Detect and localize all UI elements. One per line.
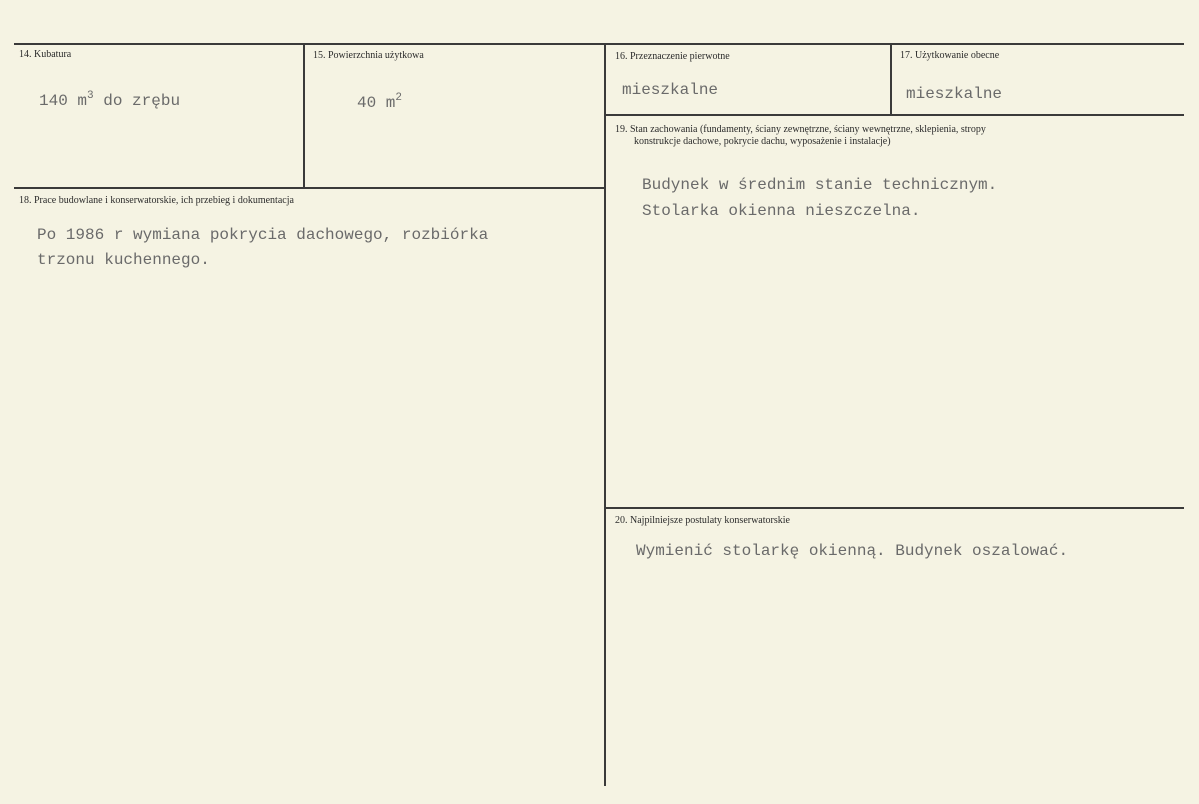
divider-14-15 — [303, 43, 305, 188]
divider-16-17 — [890, 43, 892, 115]
field-17-value: mieszkalne — [906, 85, 1003, 103]
field-14-value: 140 $m^3$ do zrębu — [39, 90, 181, 110]
field-17-label: 17. Użytkowanie obecne — [900, 50, 1000, 61]
field-15-value: 40 $m^2$ — [357, 92, 403, 112]
field-18-line-1: Po 1986 r wymiana pokrycia dachowego, rozbiórka — [37, 226, 489, 244]
field-16-value: mieszkalne — [622, 81, 719, 99]
field-19-line-2: Stolarka okienna nieszczelna. — [642, 202, 921, 220]
center-divider — [604, 43, 606, 786]
field-15-label: 15. Powierzchnia użytkowa — [313, 50, 424, 61]
field-16-label: 16. Przeznaczenie pierwotne — [615, 51, 730, 62]
rule-below-14-15 — [14, 187, 604, 189]
field-18-line-2: trzonu kuchennego. — [37, 251, 210, 269]
rule-above-20 — [606, 507, 1184, 509]
field-20-value: Wymienić stolarkę okienną. Budynek oszalować. — [636, 542, 1069, 560]
field-19-label-line-2: konstrukcje dachowe, pokrycie dachu, wyposażenie i instalacje) — [634, 136, 891, 147]
field-19-line-1: Budynek w średnim stanie technicznym. — [642, 176, 998, 194]
field-20-label: 20. Najpilniejsze postulaty konserwatorskie — [615, 515, 790, 526]
field-14-label: 14. Kubatura — [19, 49, 72, 60]
field-18-label: 18. Prace budowlane i konserwatorskie, ich przebieg i dokumentacja — [19, 195, 294, 206]
field-19-label-line-1: 19. Stan zachowania (fundamenty, ściany zewnętrzne, ściany wewnętrzne, sklepienia, stropy — [615, 124, 986, 135]
top-rule — [14, 43, 1184, 45]
rule-below-16-17 — [606, 114, 1184, 116]
